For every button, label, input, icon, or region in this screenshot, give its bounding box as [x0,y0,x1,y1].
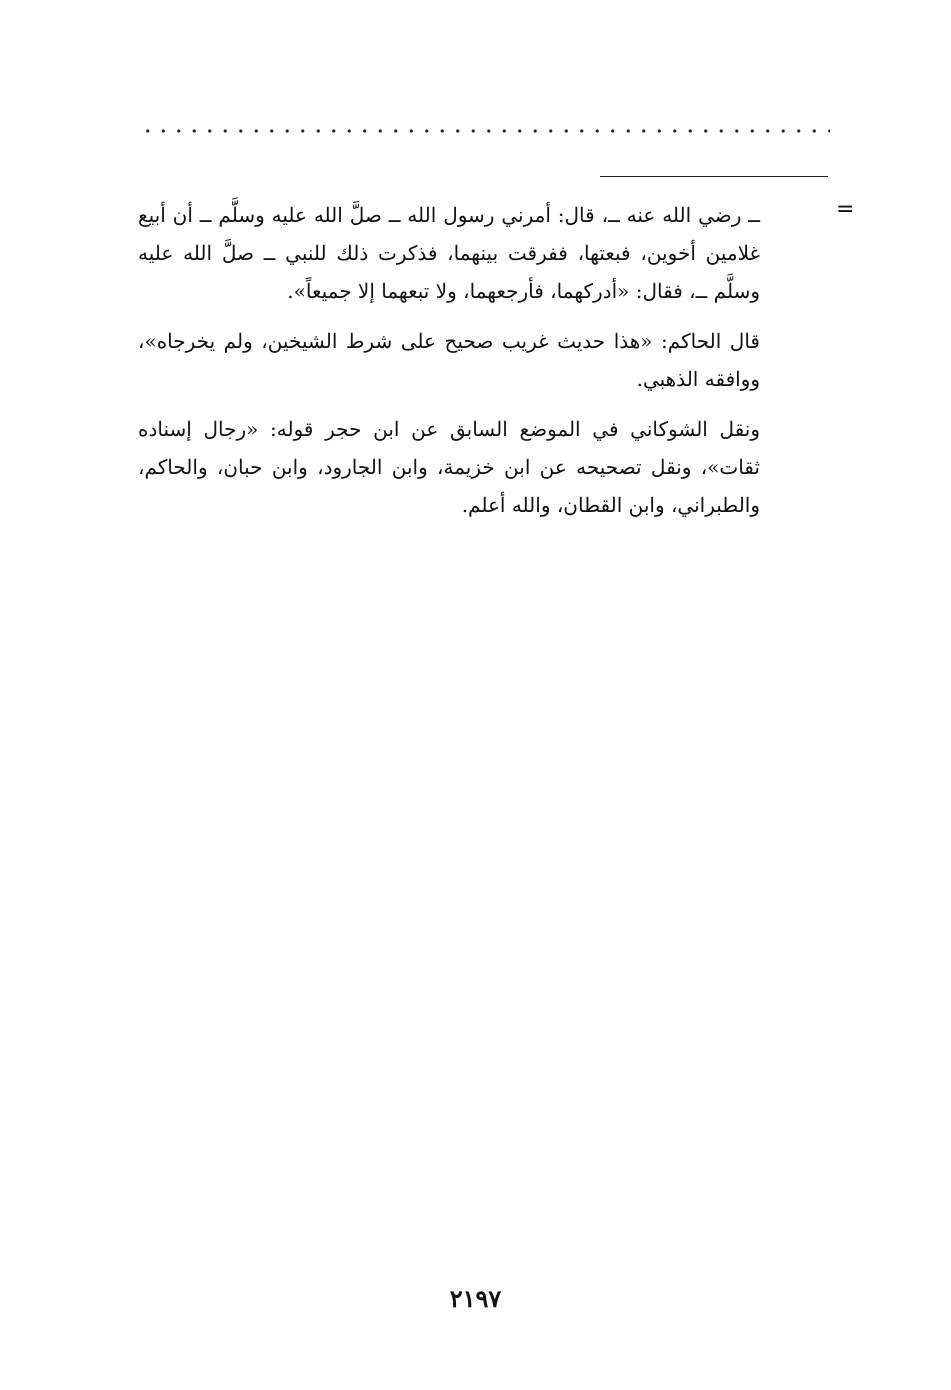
footnote-separator-line [600,176,828,177]
dotted-separator [140,128,830,134]
footnote-paragraph: قال الحاكم: «هذا حديث غريب صحيح على شرط الشيخين، ولم يخرجاه»، ووافقه الذهبي. [138,329,760,391]
footnote-block [138,196,760,536]
continuation-mark: = [836,197,855,222]
page-number: ٢١٩٧ [449,1284,502,1313]
footnote-paragraph: ونقل الشوكاني في الموضع السابق عن ابن حجر قوله: «رجال إسناده ثقات»، ونقل تصحيحه عن ابن خزيمة، وابن الجارود، وابن حبان، والحاكم، والطبراني، وابن القطان، والله أعلم. [138,417,760,517]
footnote-paragraph: ــ رضي الله عنه ــ، قال: أمرني رسول الله ــ صلَّ الله عليه وسلَّم ــ أن أبيع غلامين أخوين، فبعتها، ففرقت بينهما، فذكرت ذلك للنبي ــ صلَّ الله عليه وسلَّم ــ، فقال: «أدركهما، فأرجعهما، ولا تبعهما إلا جميعاً». [138,203,760,303]
